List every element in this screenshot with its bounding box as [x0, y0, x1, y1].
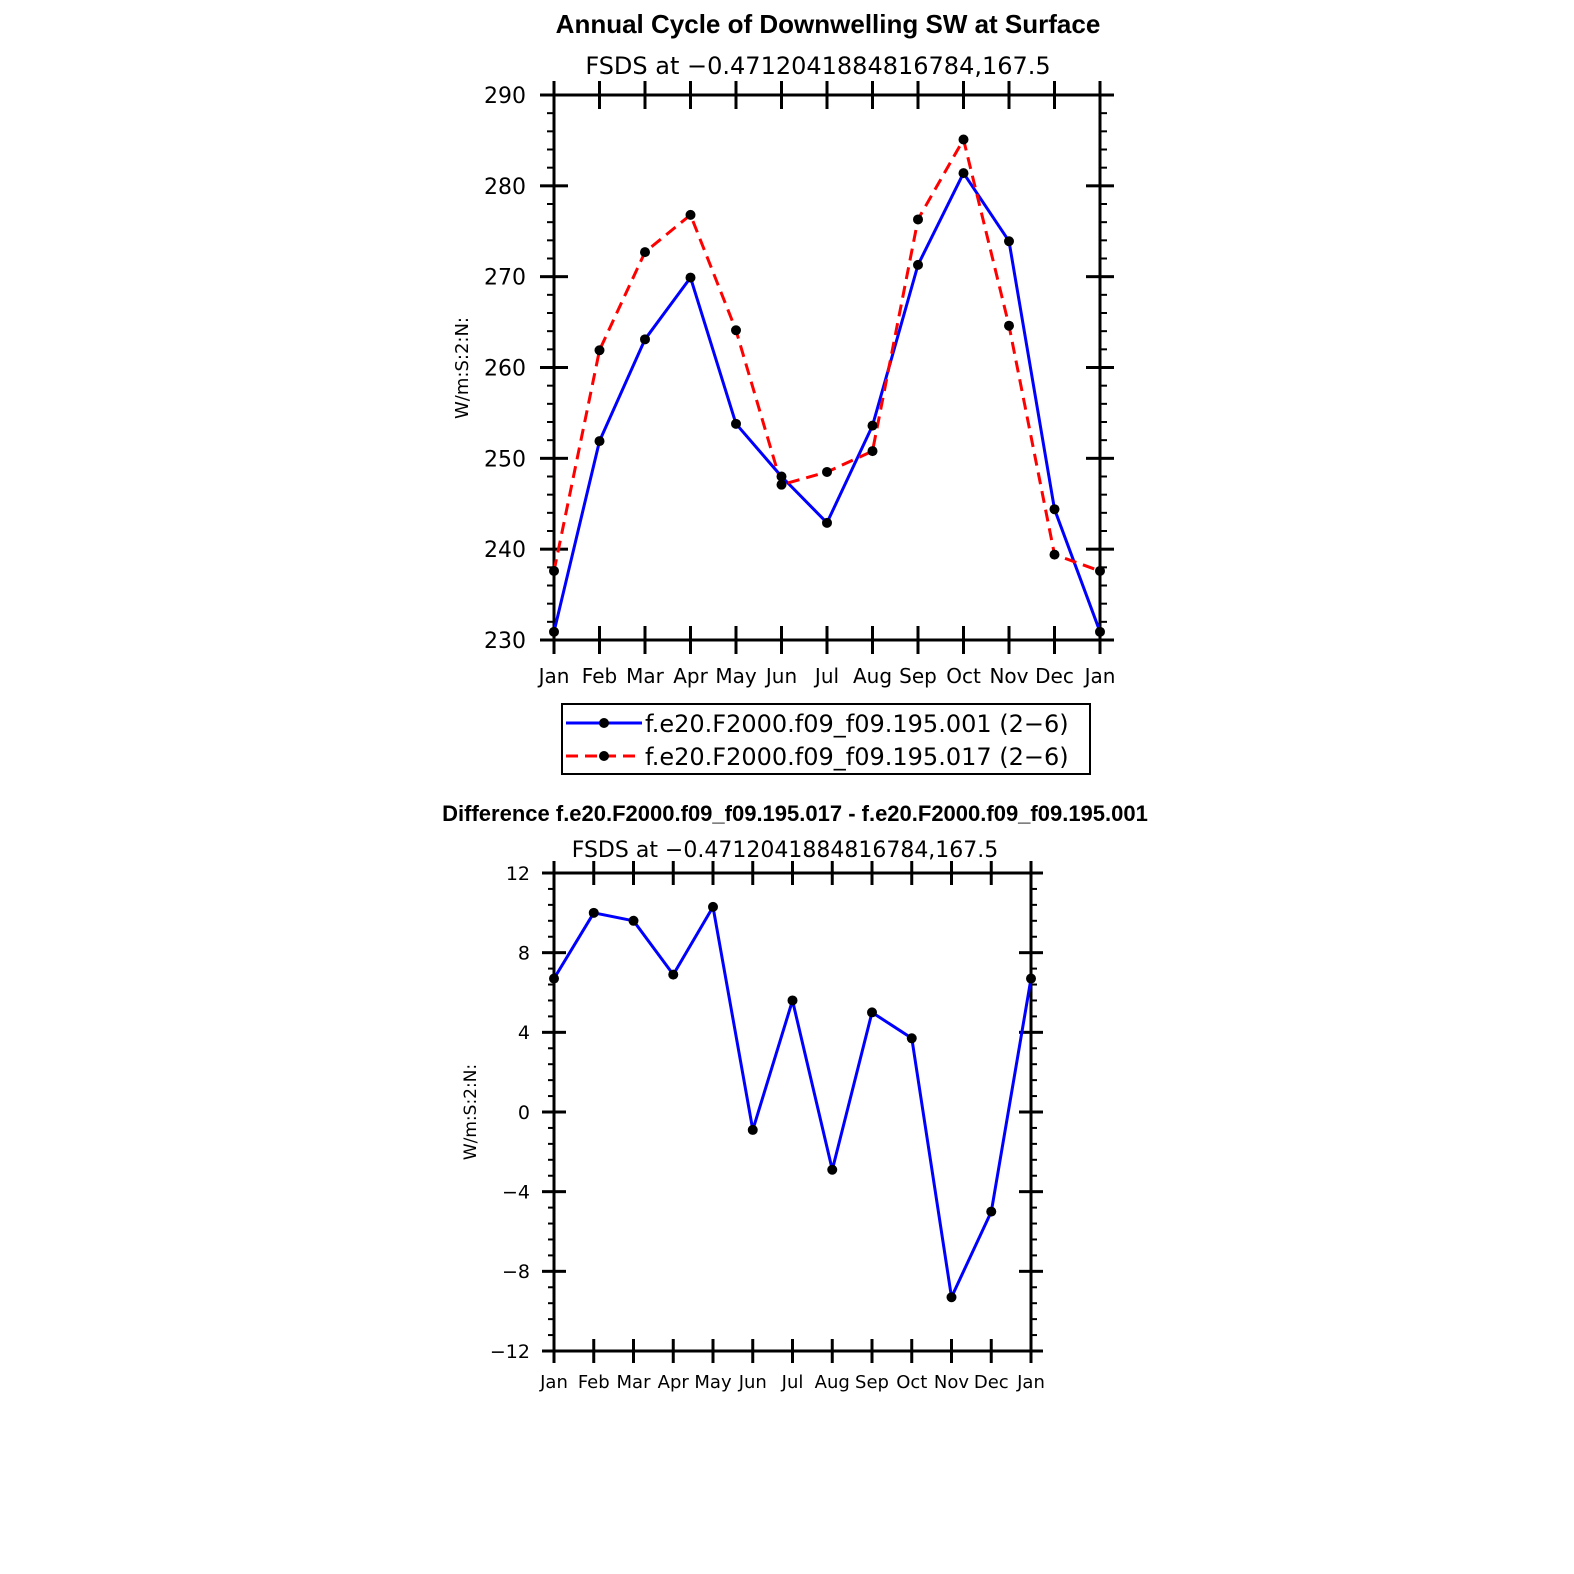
chart2-series-1-point: [827, 1165, 837, 1175]
chart1-plot: [484, 81, 1115, 688]
chart1-series-1-point: [822, 518, 832, 528]
chart1-xtick-label: Mar: [626, 664, 664, 688]
chart2-series-1-point: [589, 908, 599, 918]
chart2-series-1-point: [629, 916, 639, 926]
chart1-legend: [562, 704, 1090, 774]
chart2-xtick-label: Jul: [781, 1372, 804, 1393]
chart1-series-1-point: [549, 627, 559, 637]
chart1-xtick-label: Jul: [814, 664, 840, 688]
chart1-series-1-point: [1050, 504, 1060, 514]
chart2-ytick-label: 8: [517, 942, 530, 965]
chart1-xtick-label: Jan: [538, 664, 570, 688]
chart2-series-1-point: [867, 1007, 877, 1017]
chart2-xtick-label: Mar: [616, 1372, 651, 1393]
chart1-series-1-point: [1095, 627, 1105, 637]
chart1-series-1-point: [868, 421, 878, 431]
chart1-series-2-point: [686, 210, 696, 220]
chart2-ytick-label: −12: [489, 1340, 530, 1363]
chart1-series-2-point: [1050, 550, 1060, 560]
legend-label-1: f.e20.F2000.f09_f09.195.001 (2−6): [645, 710, 1069, 738]
legend-marker-1: [599, 718, 609, 728]
chart2-series-1-point: [748, 1125, 758, 1135]
legend-label-2: f.e20.F2000.f09_f09.195.017 (2−6): [645, 743, 1069, 771]
chart2-series-1-point: [947, 1292, 957, 1302]
chart1-series-2-point: [1095, 566, 1105, 576]
chart2-series-1-point: [788, 995, 798, 1005]
chart1-xtick-label: Jun: [765, 664, 798, 688]
chart2-series-1-line: [554, 907, 1031, 1297]
chart1-xtick-label: Aug: [852, 664, 893, 688]
chart1-series-1-point: [1004, 236, 1014, 246]
chart2-ytick-label: 0: [517, 1101, 530, 1124]
chart1-xtick-label: Sep: [899, 664, 937, 688]
chart2-xtick-label: Oct: [896, 1372, 928, 1393]
chart2-series-1-point: [1026, 974, 1036, 984]
chart2-series-1-point: [668, 970, 678, 980]
chart2-ytick-label: −4: [501, 1181, 530, 1204]
chart1-series-1-line: [554, 173, 1100, 632]
chart1-xtick-label: Nov: [989, 664, 1029, 688]
chart2-xtick-label: Aug: [814, 1372, 850, 1393]
chart1-ytick-label: 260: [484, 356, 526, 382]
chart1-ytick-label: 230: [484, 628, 526, 654]
chart2-title: Difference f.e20.F2000.f09_f09.195.017 - f.e20.F2000.f09_f09.195.001: [442, 801, 1148, 826]
chart1-series-1-point: [731, 419, 741, 429]
chart1-series-2-point: [959, 135, 969, 145]
chart2-xtick-label: Dec: [973, 1372, 1009, 1393]
chart1-series-2-point: [731, 325, 741, 335]
chart2-xtick-label: Jun: [738, 1372, 767, 1393]
chart1-series-2-line: [554, 140, 1100, 572]
chart1-ytick-label: 240: [484, 538, 526, 564]
chart1-xtick-label: Dec: [1035, 664, 1074, 688]
chart2-xtick-label: Apr: [657, 1372, 689, 1393]
chart2-subtitle: FSDS at −0.4712041884816784,167.5: [571, 838, 999, 863]
chart1-series-1-point: [913, 260, 923, 270]
legend-marker-2: [599, 751, 609, 761]
chart1-series-1-point: [640, 334, 650, 344]
chart1-series-1-point: [959, 168, 969, 178]
chart2-series-1-point: [986, 1207, 996, 1217]
chart1-series-1-point: [595, 436, 605, 446]
chart1-ytick-label: 250: [484, 447, 526, 473]
chart2-xtick-label: Jan: [540, 1372, 568, 1393]
chart1-series-2-point: [868, 446, 878, 456]
chart1-ylabel: W/m:S:2:N:: [452, 317, 473, 419]
chart1-title: Annual Cycle of Downwelling SW at Surface: [555, 9, 1101, 39]
chart1-ytick-label: 280: [484, 174, 526, 200]
chart2-series-1-point: [549, 974, 559, 984]
chart1-series-2-point: [595, 345, 605, 355]
chart1-xtick-label: May: [715, 664, 757, 688]
chart2-xtick-label: Sep: [855, 1372, 889, 1393]
chart1-series-2-point: [549, 566, 559, 576]
chart2-ytick-label: −8: [501, 1261, 530, 1284]
chart1-ytick-label: 270: [484, 265, 526, 291]
chart1-xtick-label: Feb: [581, 664, 618, 688]
chart1-ytick-label: 290: [484, 83, 526, 109]
chart1-series-2-point: [640, 247, 650, 257]
chart1-series-2-point: [777, 480, 787, 490]
chart1-series-1-point: [686, 273, 696, 283]
chart2-series-1-point: [907, 1033, 917, 1043]
chart1-series-2-point: [1004, 321, 1014, 331]
chart1-xtick-label: Oct: [946, 664, 981, 688]
chart2-xtick-label: Nov: [933, 1372, 970, 1393]
chart1-series-2-point: [822, 467, 832, 477]
chart1-xtick-label: Apr: [673, 664, 708, 688]
chart2-ytick-label: 12: [505, 862, 530, 885]
chart2-xtick-label: May: [694, 1372, 732, 1393]
chart1-xtick-label: Jan: [1084, 664, 1116, 688]
chart1-series-2-point: [913, 214, 923, 224]
chart2-xtick-label: Feb: [577, 1372, 610, 1393]
chart2-xtick-label: Jan: [1017, 1372, 1045, 1393]
chart1-subtitle: FSDS at −0.4712041884816784,167.5: [585, 52, 1051, 80]
chart2-series-1-point: [708, 902, 718, 912]
chart2-ylabel: W/m:S:2:N:: [461, 1063, 481, 1161]
chart2-ytick-label: 4: [517, 1022, 530, 1045]
chart2-plot: [490, 861, 1045, 1393]
